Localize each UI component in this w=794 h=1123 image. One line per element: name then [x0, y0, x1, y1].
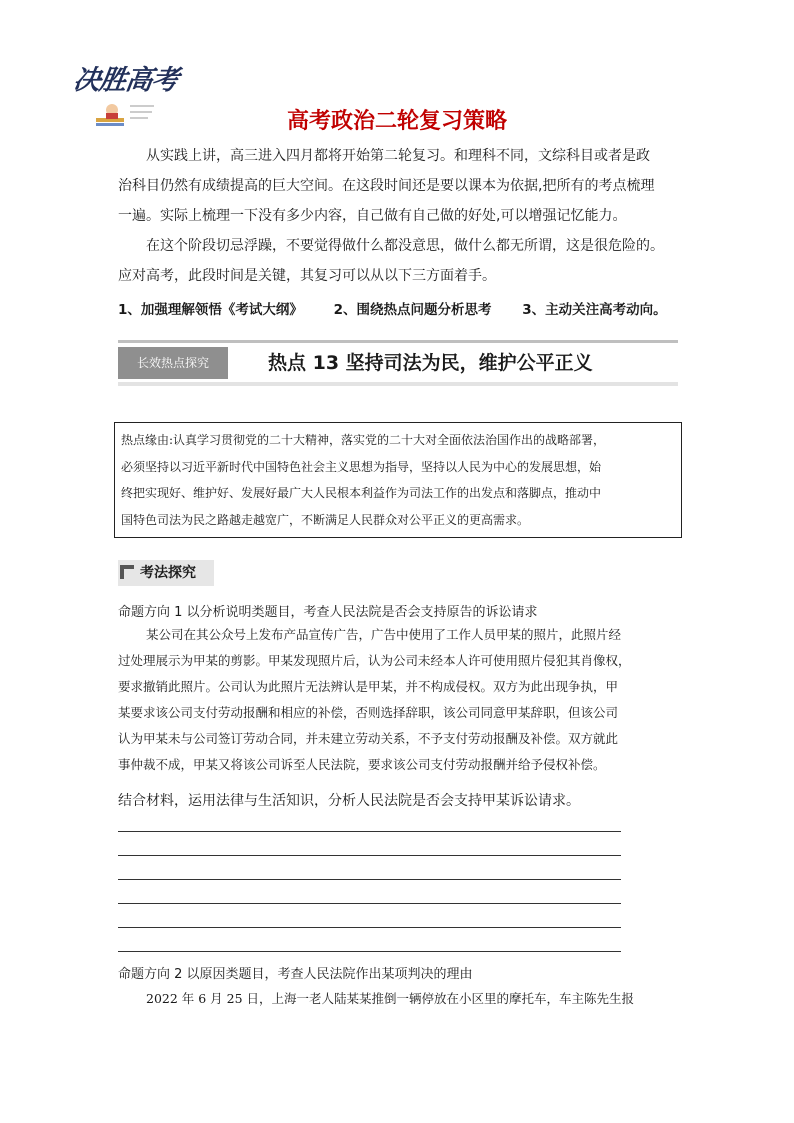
question-direction-1: 命题方向 1 以分析说明类题目，考查人民法院是否会支持原告的诉讼请求	[118, 605, 538, 620]
banner-top-rule	[118, 340, 678, 343]
case-material-1	[118, 622, 678, 778]
banner-bottom-rule	[118, 382, 678, 386]
hotspot-reason-box	[114, 422, 682, 538]
text-line: 在这个阶段切忌浮躁，不要觉得做什么都没意思，做什么都无所谓，这是很危险的。	[146, 238, 664, 254]
banner-tag: 长效热点探究	[118, 347, 228, 379]
text-line: 事仲裁不成，甲某又将该公司诉至人民法院，要求该公司支付劳动报酬并给予侵权补偿。	[118, 757, 606, 772]
text-line: 认为甲某未与公司签订劳动合同，并未建立劳动关系，不予支付劳动报酬及补偿。双方就此	[118, 731, 619, 746]
intro-paragraph-1	[118, 141, 678, 231]
text-line: 国特色司法为民之路越走越宽广，不断满足人民群众对公平正义的更高需求。	[121, 512, 530, 527]
strategy-point-3: 3、主动关注高考动向。	[522, 302, 667, 318]
logo-text: 决胜高考	[71, 65, 180, 96]
answer-line[interactable]	[118, 951, 621, 952]
section-marker-icon	[120, 565, 134, 579]
text-line: 热点缘由:认真学习贯彻党的二十大精神，落实党的二十大对全面依法治国作出的战略部署，	[121, 433, 606, 447]
text-line: 某要求该公司支付劳动报酬和相应的补偿，否则选择辞职，该公司同意甲某辞职，但该公司	[118, 705, 619, 720]
text-line: 一遍。实际上梳理一下没有多少内容，自己做有自己做的好处,可以增强记忆能力。	[118, 208, 627, 224]
question-1: 结合材料，运用法律与生活知识，分析人民法院是否会支持甲某诉讼请求。	[118, 793, 580, 809]
case-material-2	[118, 986, 678, 1012]
text-line: 某公司在其公众号上发布产品宣传广告，广告中使用了工作人员甲某的照片，此照片经	[146, 627, 622, 642]
text-line: 从实践上讲，高三进入四月都将开始第二轮复习。和理科不同，文综科目或者是政	[146, 148, 650, 164]
answer-line[interactable]	[118, 831, 621, 832]
intro-paragraph-2	[118, 231, 678, 291]
strategy-point-2: 2、围绕热点问题分析思考	[333, 302, 492, 318]
strategy-point-1: 1、加强理解领悟《考试大纲》	[118, 302, 303, 318]
banner-heading: 热点 13 坚持司法为民，维护公平正义	[268, 352, 593, 374]
hotspot-banner	[118, 340, 678, 386]
strategy-points	[118, 298, 693, 318]
text-line: 过处理展示为甲某的剪影。甲某发现照片后，认为公司未经本人许可使用照片侵犯其肖像权，	[118, 653, 631, 668]
answer-line[interactable]	[118, 927, 621, 928]
text-line: 2022 年 6 月 25 日，上海一老人陆某某推倒一辆停放在小区里的摩托车，车主陈先生报	[146, 991, 635, 1006]
text-line: 必须坚持以习近平新时代中国特色社会主义思想为指导，坚持以人民为中心的发展思想，始	[121, 459, 602, 474]
answer-line[interactable]	[118, 855, 621, 856]
text-line: 治科目仍然有成绩提高的巨大空间。在这段时间还是要以课本为依据,把所有的考点梳理	[118, 178, 655, 194]
section-heading	[118, 560, 214, 586]
question-direction-2: 命题方向 2 以原因类题目，考查人民法院作出某项判决的理由	[118, 967, 473, 982]
section-title: 考法探究	[140, 565, 196, 581]
page-title: 高考政治二轮复习策略	[286, 109, 507, 134]
text-line: 要求撤销此照片。公司认为此照片无法辨认是甲某，并不构成侵权。双方为此出现争执，甲	[118, 679, 619, 694]
answer-line[interactable]	[118, 903, 621, 904]
text-line: 应对高考，此段时间是关键，其复习可以从以下三方面着手。	[118, 268, 496, 284]
answer-line[interactable]	[118, 879, 621, 880]
text-line: 终把实现好、维护好、发展好最广大人民根本利益作为司法工作的出发点和落脚点，推动中	[121, 486, 602, 500]
